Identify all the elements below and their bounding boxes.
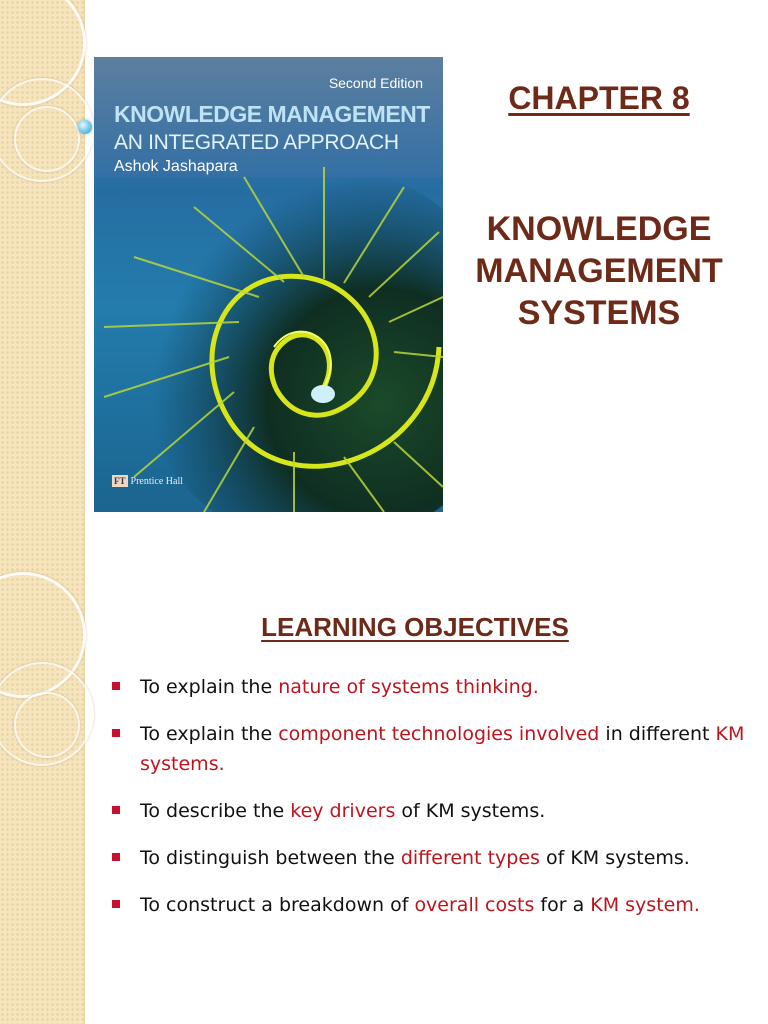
objective-item [110, 796, 750, 826]
chapter-title-line: SYSTEMS [517, 294, 681, 332]
objective-item [110, 719, 750, 779]
decorative-ring [14, 692, 80, 758]
chapter-label: CHAPTER 8 [508, 80, 690, 116]
decorative-bead-icon [78, 120, 92, 134]
chapter-title [440, 208, 758, 334]
objectives-slide [0, 512, 768, 1024]
bullet-icon [112, 900, 120, 908]
objective-text: To construct a breakdown of [140, 894, 415, 916]
objective-highlight: different types [400, 847, 540, 869]
bullet-icon [112, 729, 120, 737]
objective-highlight: KM system. [590, 894, 700, 916]
book-edition: Second Edition [328, 75, 423, 91]
objective-text: To distinguish between the [140, 847, 401, 869]
objective-text: of KM systems. [395, 800, 546, 822]
book-title-line2: AN INTEGRATED APPROACH [114, 131, 399, 154]
objectives-list [110, 672, 750, 937]
objective-item [110, 890, 750, 920]
chapter-title-line: KNOWLEDGE [486, 210, 712, 248]
decorative-side-band [0, 512, 85, 1024]
publisher-name: Prentice Hall [130, 475, 183, 487]
objective-text: in different [599, 723, 716, 745]
decorative-ring [14, 106, 80, 172]
objective-text: To explain the [140, 723, 279, 745]
learning-objectives-heading: LEARNING OBJECTIVES [261, 612, 569, 642]
ft-logo-icon: FT [114, 476, 126, 486]
objective-item [110, 672, 750, 702]
objective-text: To describe the [140, 800, 291, 822]
decorative-side-band [0, 0, 85, 512]
objective-item [110, 843, 750, 873]
bullet-icon [112, 682, 120, 690]
bullet-icon [112, 853, 120, 861]
chapter-title-line: MANAGEMENT [475, 252, 723, 290]
objective-highlight: overall costs [414, 894, 535, 916]
objective-highlight: key drivers [290, 800, 396, 822]
objective-highlight: component technologies involved [278, 723, 600, 745]
objective-text: of KM systems. [539, 847, 690, 869]
objective-highlight: nature of systems thinking. [278, 676, 539, 698]
bullet-icon [112, 806, 120, 814]
publisher-logo [112, 475, 183, 487]
book-cover-image [94, 57, 443, 512]
book-author: Ashok Jashapara [114, 158, 238, 175]
objective-highlight: KM systems. [140, 723, 745, 775]
objective-text: To explain the [140, 676, 279, 698]
book-title-line1: KNOWLEDGE MANAGEMENT [114, 101, 430, 127]
objective-text: for a [534, 894, 591, 916]
